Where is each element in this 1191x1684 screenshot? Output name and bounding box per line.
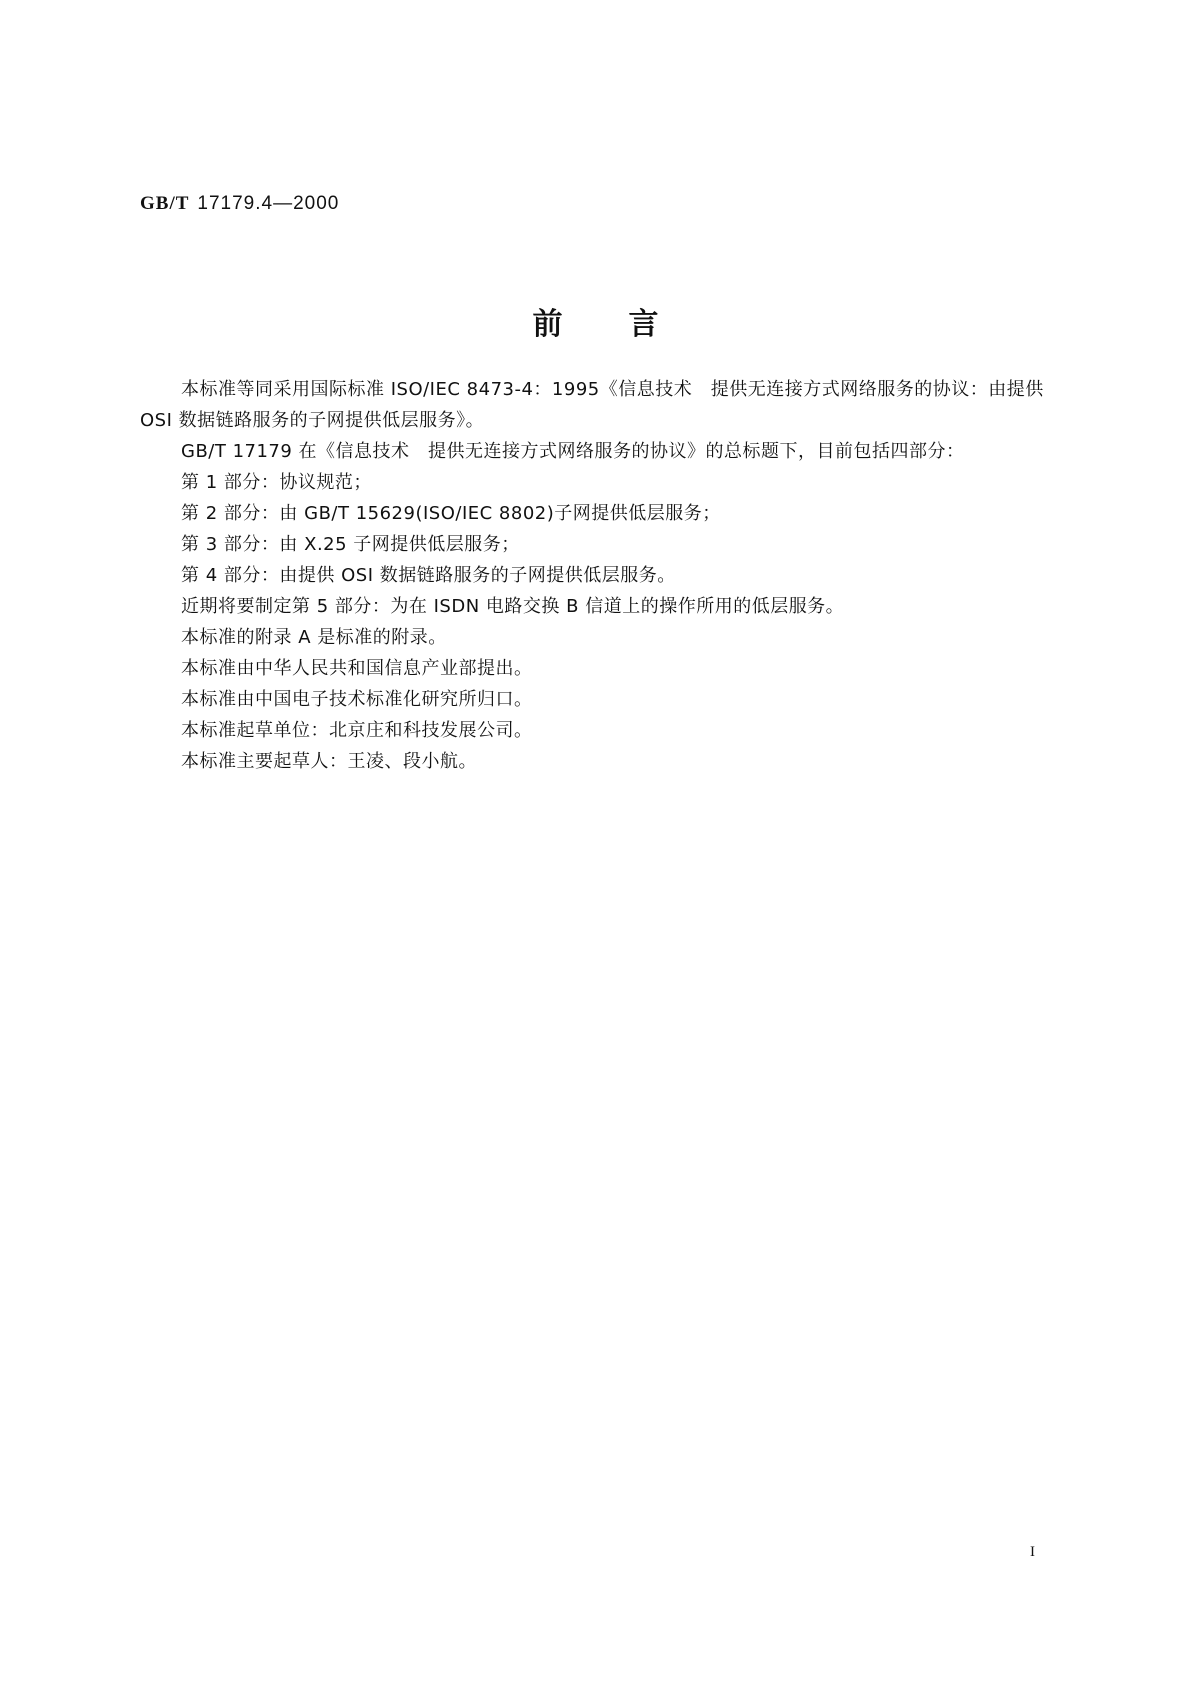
paragraph: 本标准等同采用国际标准 ISO/IEC 8473-4：1995《信息技术 提供无连接方式网络服务的协议：由提供 OSI 数据链路服务的子网提供低层服务》。	[140, 379, 1044, 431]
paragraph: 第 1 部分：协议规范；	[181, 472, 372, 493]
standard-number: 17179.4—2000	[197, 193, 340, 214]
page-number: I	[1030, 1544, 1035, 1560]
paragraph: 第 4 部分：由提供 OSI 数据链路服务的子网提供低层服务。	[181, 565, 676, 586]
paragraph: 第 3 部分：由 X.25 子网提供低层服务；	[181, 534, 520, 555]
paragraph: 近期将要制定第 5 部分：为在 ISDN 电路交换 B 信道上的操作所用的低层服务。	[181, 596, 845, 617]
foreword-body	[140, 374, 1060, 777]
paragraph: 本标准主要起草人：王凌、段小航。	[181, 751, 477, 772]
paragraph: GB/T 17179 在《信息技术 提供无连接方式网络服务的协议》的总标题下，目前包括四部分：	[181, 441, 965, 462]
standard-prefix: GB/T	[140, 193, 190, 214]
page-title: 前言	[532, 307, 725, 342]
paragraph: 本标准起草单位：北京庄和科技发展公司。	[181, 720, 533, 741]
paragraph: 第 2 部分：由 GB/T 15629(ISO/IEC 8802)子网提供低层服务；	[181, 503, 721, 524]
paragraph: 本标准由中华人民共和国信息产业部提出。	[181, 658, 533, 679]
paragraph: 本标准由中国电子技术标准化研究所归口。	[181, 689, 533, 710]
standard-designation	[140, 191, 339, 216]
paragraph: 本标准的附录 A 是标准的附录。	[181, 627, 447, 648]
